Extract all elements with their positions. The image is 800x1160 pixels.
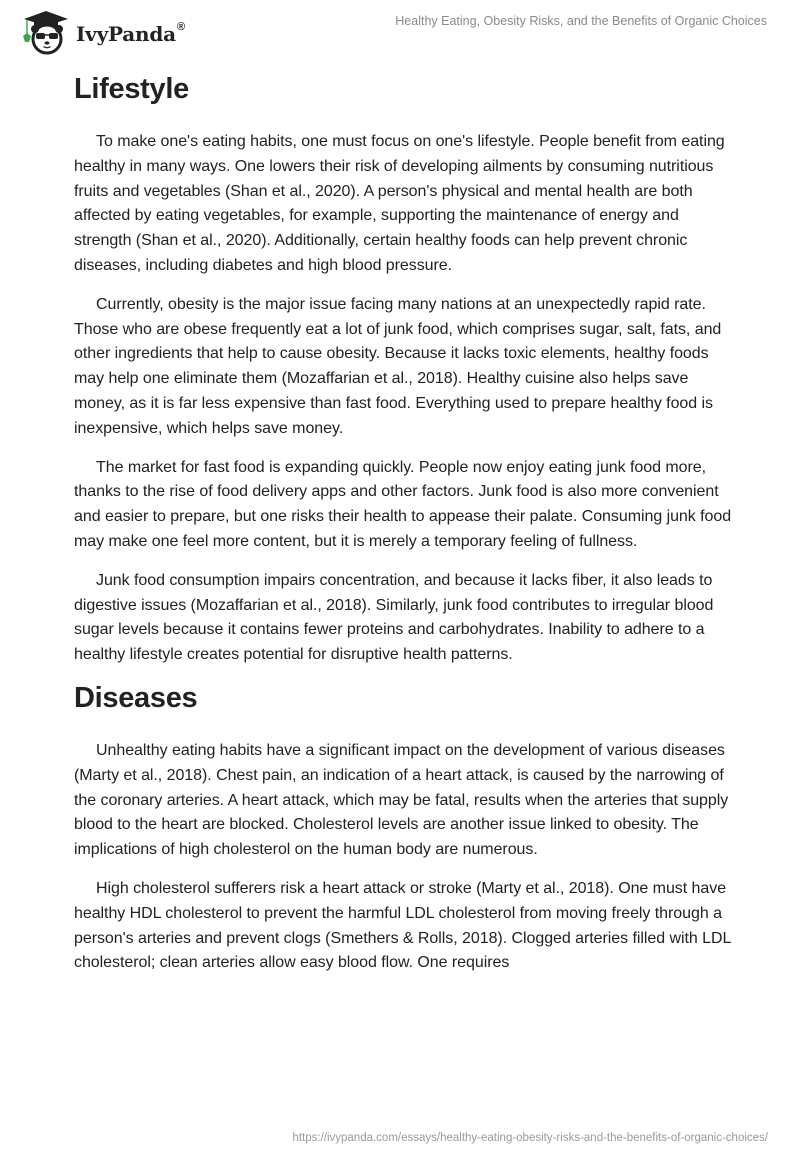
brand-name: IvyPanda® — [76, 21, 185, 46]
section-lifestyle — [74, 73, 734, 668]
registered-mark: ® — [176, 21, 185, 34]
brand-logo[interactable] — [18, 8, 185, 56]
paragraph: Junk food consumption impairs concentration, and because it lacks fiber, it also leads to digestive issues (Mozaffarian et al., 2018). Similarly, junk food contributes to irregular blood sugar levels because it contains fewer proteins and carbohydrates. Inability to adhere to a healthy lifestyle creates potential for disruptive health patterns. — [74, 571, 714, 664]
page-header — [0, 0, 800, 60]
paragraph: The market for fast food is expanding quickly. People now enjoy eating junk food more, thanks to the rise of food delivery apps and other factors. Junk food is also more convenient and easier to prepare, but one risks their health to appease their palate. Consuming junk food may make one feel more content, but it is merely a temporary feeling of fullness. — [74, 458, 732, 550]
panda-graduate-icon — [18, 8, 74, 56]
essay-content — [74, 70, 734, 990]
paragraph: To make one's eating habits, one must focus on one's lifestyle. People benefit from eating healthy in many ways. One lowers their risk of developing ailments by consuming nutritious fruits and vegetables (Shan et al., 2020). A person's physical and mental health are both affected by eating vegetables, for example, supporting the maintenance of energy and strength (Shan et al., 2020). Additionally, certain healthy foods can help prevent chronic diseases, including diabetes and high blood pressure. — [74, 133, 725, 274]
source-url[interactable]: https://ivypanda.com/essays/healthy-eating-obesity-risks-and-the-benefits-of-organic-choices/ — [292, 1132, 768, 1144]
paragraph: Unhealthy eating habits have a significant impact on the development of various diseases (Marty et al., 2018). Chest pain, an indication of a heart attack, is caused by the narrowing of the coronary arteries. A heart attack, which may be fatal, results when the arteries that supply blood to the heart are blocked. Cholesterol levels are another issue linked to obesity. The implications of high cholesterol on the human body are numerous. — [74, 741, 729, 859]
paragraph: Currently, obesity is the major issue facing many nations at an unexpectedly rapid rate. Those who are obese frequently eat a lot of junk food, which comprises sugar, salt, fats, and other ingredients that help to cause obesity. Because it lacks toxic elements, healthy foods may help one eliminate them (Mozaffarian et al., 2018). Healthy cuisine also helps save money, as it is far less expensive than fast food. Everything used to prepare healthy food is inexpensive, which helps save money. — [74, 295, 722, 437]
section-heading: Lifestyle — [74, 73, 189, 105]
document-title: Healthy Eating, Obesity Risks, and the Benefits of Organic Choices — [395, 14, 767, 28]
section-heading: Diseases — [74, 681, 198, 714]
section-diseases — [74, 682, 734, 976]
paragraph: High cholesterol sufferers risk a heart attack or stroke (Marty et al., 2018). One must have healthy HDL cholesterol to prevent the harmful LDL cholesterol from moving freely through a person's arteries and prevent clogs (Smethers & Rolls, 2018). Clogged arteries filled with LDL cholesterol; clean arteries allow easy blood flow. One requires — [74, 879, 731, 972]
